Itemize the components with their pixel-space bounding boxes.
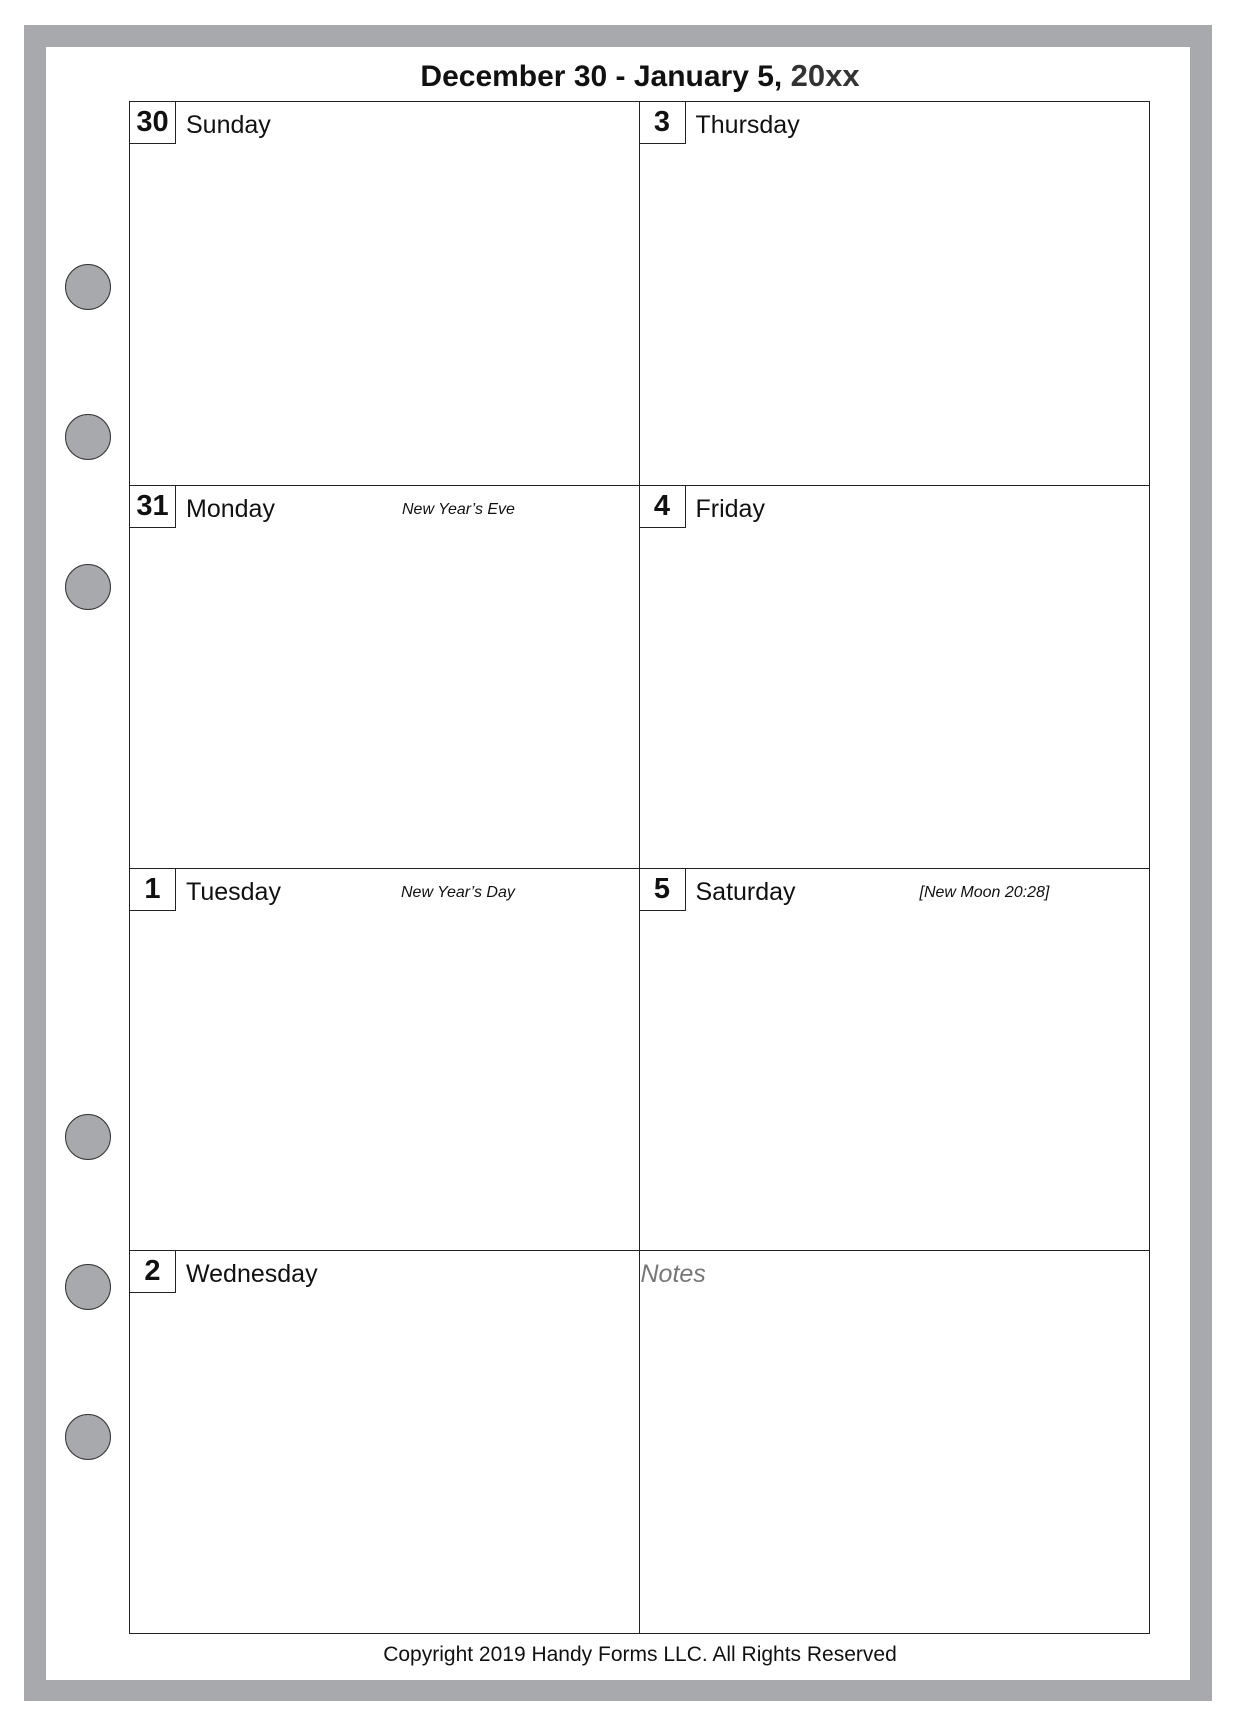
day-cell-sunday[interactable]: [130, 102, 640, 485]
week-grid: [129, 101, 1150, 1634]
day-name: Sunday: [186, 111, 271, 139]
day-number: 4: [640, 486, 686, 528]
day-number: 31: [130, 486, 176, 528]
notes-cell[interactable]: [640, 1250, 1150, 1633]
day-name: Friday: [695, 494, 765, 523]
day-cell-tuesday[interactable]: [130, 868, 640, 1251]
binder-hole-icon: [65, 1114, 111, 1160]
day-cell-wednesday[interactable]: [130, 1250, 640, 1633]
day-number: 3: [640, 102, 686, 144]
day-name: Monday: [186, 494, 275, 523]
day-number: 2: [130, 1251, 176, 1293]
binder-hole-icon: [65, 564, 111, 610]
title-date-range: December 30 - January 5,: [420, 60, 783, 93]
holiday-label: New Year’s Eve: [402, 500, 515, 518]
page-title: [130, 58, 1150, 94]
day-cell-monday[interactable]: [130, 485, 640, 868]
notes-label: Notes: [640, 1260, 706, 1289]
copyright-footer: Copyright 2019 Handy Forms LLC. All Rights Reserved: [383, 1643, 897, 1666]
day-name: Thursday: [695, 111, 800, 139]
title-year: 20xx: [790, 58, 860, 93]
day-number: 30: [130, 102, 176, 144]
day-cell-saturday[interactable]: [640, 868, 1150, 1251]
day-name: Wednesday: [186, 1260, 318, 1289]
binder-hole-icon: [65, 1264, 111, 1310]
day-number: 5: [640, 869, 686, 911]
day-number: 1: [130, 869, 176, 911]
day-cell-friday[interactable]: [640, 485, 1150, 868]
binder-hole-icon: [65, 264, 111, 310]
binder-hole-icon: [65, 414, 111, 460]
day-name: Tuesday: [186, 877, 281, 906]
day-cell-thursday[interactable]: [640, 102, 1150, 485]
day-name: Saturday: [695, 877, 796, 906]
holiday-label: New Year’s Day: [401, 883, 515, 901]
binder-hole-icon: [65, 1414, 111, 1460]
moon-phase-label: [New Moon 20:28]: [919, 883, 1050, 901]
